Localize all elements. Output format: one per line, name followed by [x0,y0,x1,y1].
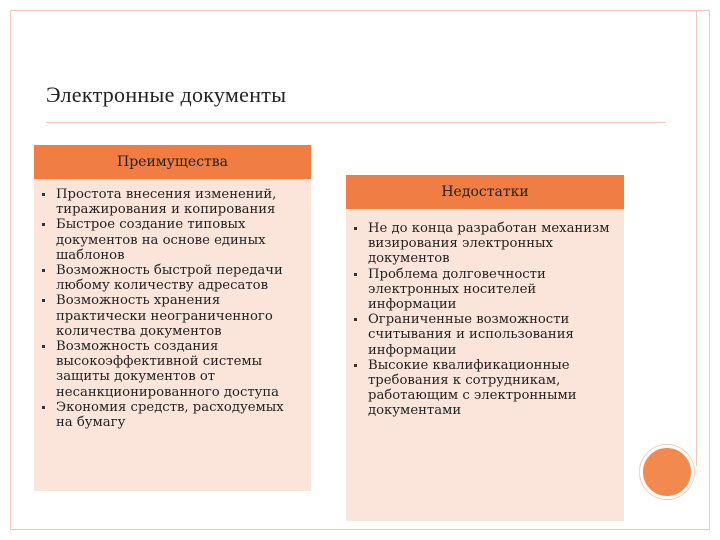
advantages-list [34,179,311,430]
decorative-circle [640,445,694,499]
list-item: Простота внесения изменений, тиражирования и копирования [56,187,303,217]
page-title [46,82,286,108]
list-item: Возможность создания высокоэффективной системы защиты документов от несанкционированного доступа [56,339,303,400]
list-item: Возможность быстрой передачи любому количеству адресатов [56,263,303,293]
disadvantages-panel [346,175,624,521]
frame-vertical-line [696,11,697,466]
disadvantages-heading: Недостатки [346,175,624,209]
list-item: Возможность хранения практически неограниченного количества документов [56,293,303,339]
advantages-panel [34,145,311,491]
list-item: Не до конца разработан механизм визирования электронных документов [368,221,616,267]
title-text: Электронные документы [46,82,287,107]
list-item: Ограниченные возможности считывания и использования информации [368,312,616,358]
list-item: Проблема долговечности электронных носителей информации [368,267,616,313]
list-item: Высокие квалификационные требования к сотрудникам, работающим с электронными документами [368,358,616,419]
title-divider [46,122,666,123]
list-item: Экономия средств, расходуемых на бумагу [56,400,303,430]
disadvantages-list [346,209,624,419]
list-item: Быстрое создание типовых документов на основе единых шаблонов [56,217,303,263]
advantages-heading: Преимущества [34,145,311,179]
